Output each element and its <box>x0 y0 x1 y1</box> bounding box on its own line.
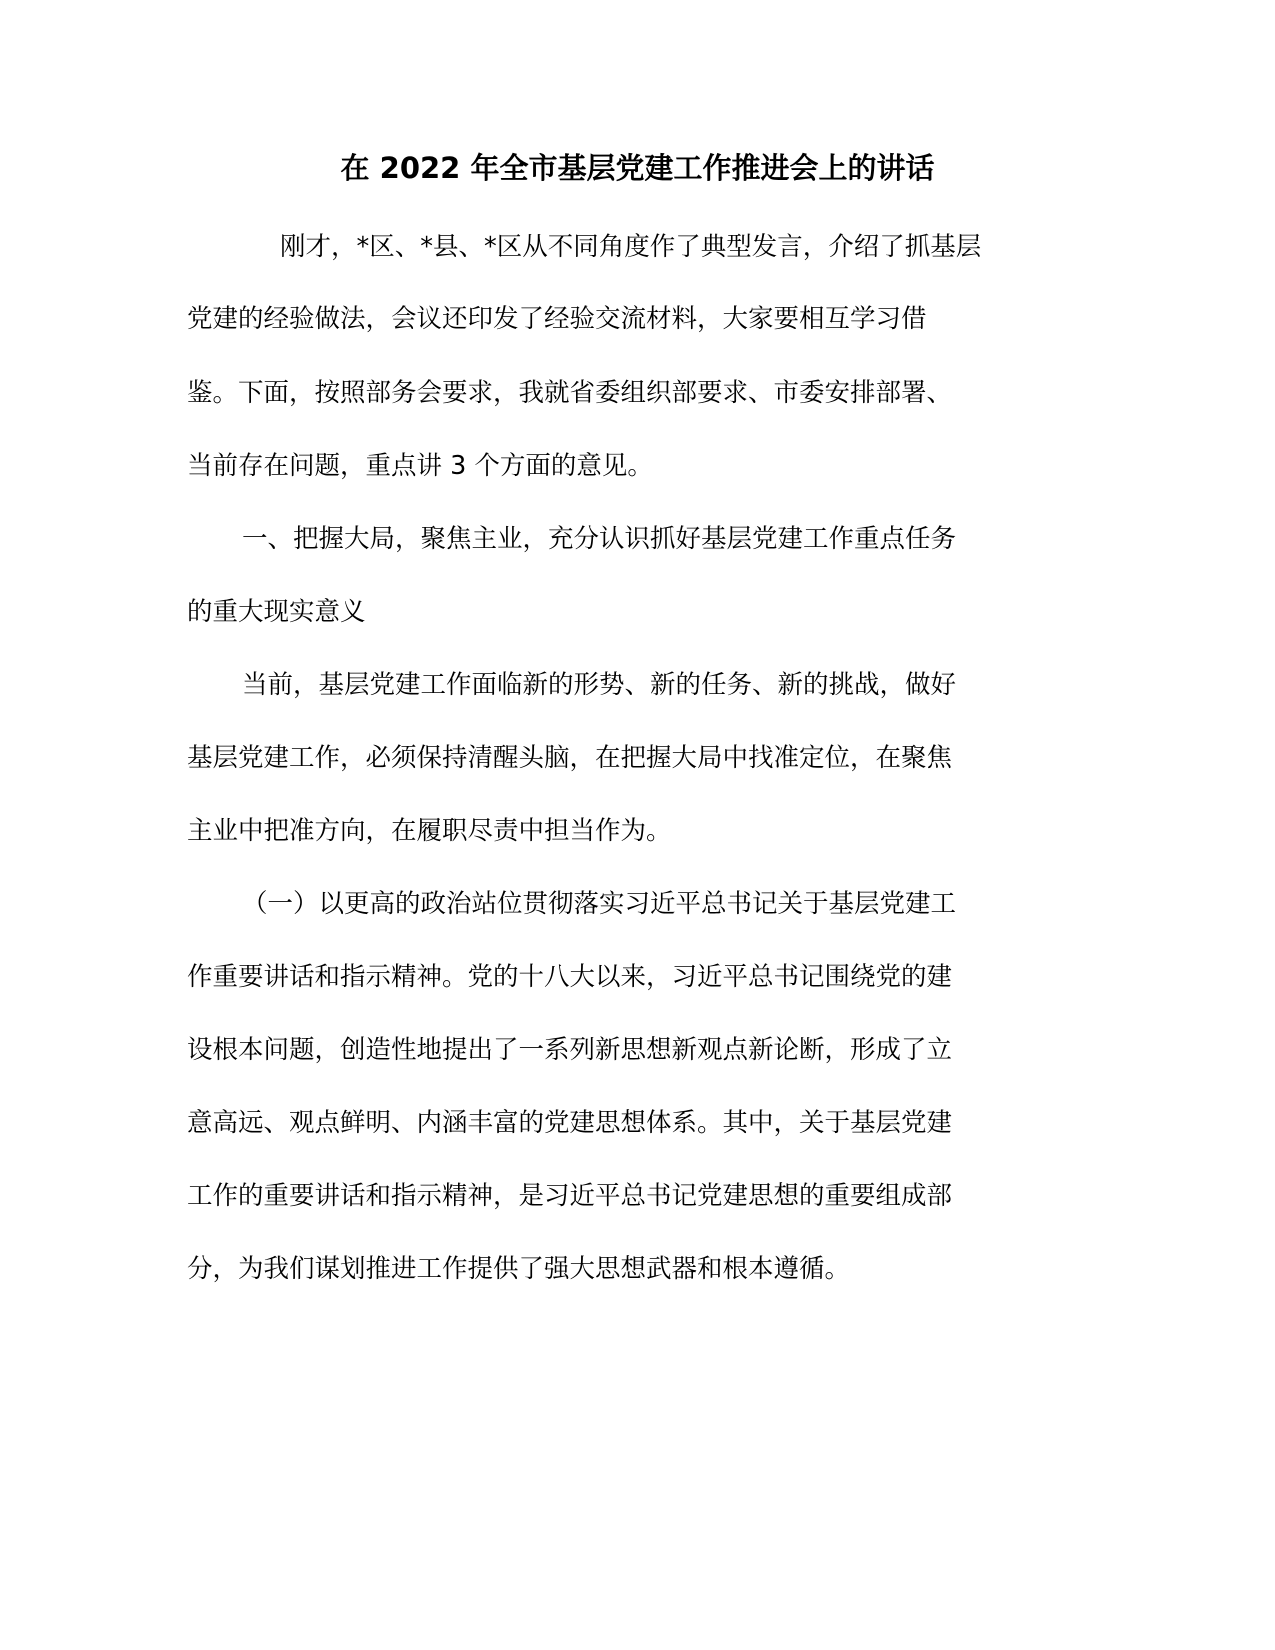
document-title: 在 2022 年全市基层党建工作推进会上的讲话 <box>340 151 935 185</box>
paragraph-2-line-3: 主业中把准方向，在履职尽责中担当作为。 <box>187 816 672 846</box>
paragraph-3-line-3: 设根本问题，创造性地提出了一系列新思想新观点新论断，形成了立 <box>187 1035 953 1065</box>
paragraph-3-line-5: 工作的重要讲话和指示精神，是习近平总书记党建思想的重要组成部 <box>187 1181 953 1211</box>
paragraph-1-line-1: 刚才，*区、*县、*区从不同角度作了典型发言，介绍了抓基层 <box>280 232 982 262</box>
paragraph-1-line-4: 当前存在问题，重点讲 3 个方面的意见。 <box>187 451 653 481</box>
paragraph-2-line-1: 当前，基层党建工作面临新的形势、新的任务、新的挑战，做好 <box>242 670 957 700</box>
paragraph-1-line-3: 鉴。下面，按照部务会要求，我就省委组织部要求、市委安排部署、 <box>187 378 953 408</box>
paragraph-3-line-4: 意高远、观点鲜明、内涵丰富的党建思想体系。其中，关于基层党建 <box>187 1108 953 1138</box>
paragraph-3-line-2: 作重要讲话和指示精神。党的十八大以来，习近平总书记围绕党的建 <box>187 962 953 992</box>
paragraph-1-line-2: 党建的经验做法，会议还印发了经验交流材料，大家要相互学习借 <box>187 304 927 334</box>
section-1-heading-line-2: 的重大现实意义 <box>187 597 366 627</box>
paragraph-3-line-1: （一）以更高的政治站位贯彻落实习近平总书记关于基层党建工 <box>242 889 957 919</box>
paragraph-2-line-2: 基层党建工作，必须保持清醒头脑，在把握大局中找准定位，在聚焦 <box>187 743 953 773</box>
paragraph-3-line-6: 分，为我们谋划推进工作提供了强大思想武器和根本遵循。 <box>187 1254 851 1284</box>
section-1-heading-line-1: 一、把握大局，聚焦主业，充分认识抓好基层党建工作重点任务 <box>242 524 957 554</box>
